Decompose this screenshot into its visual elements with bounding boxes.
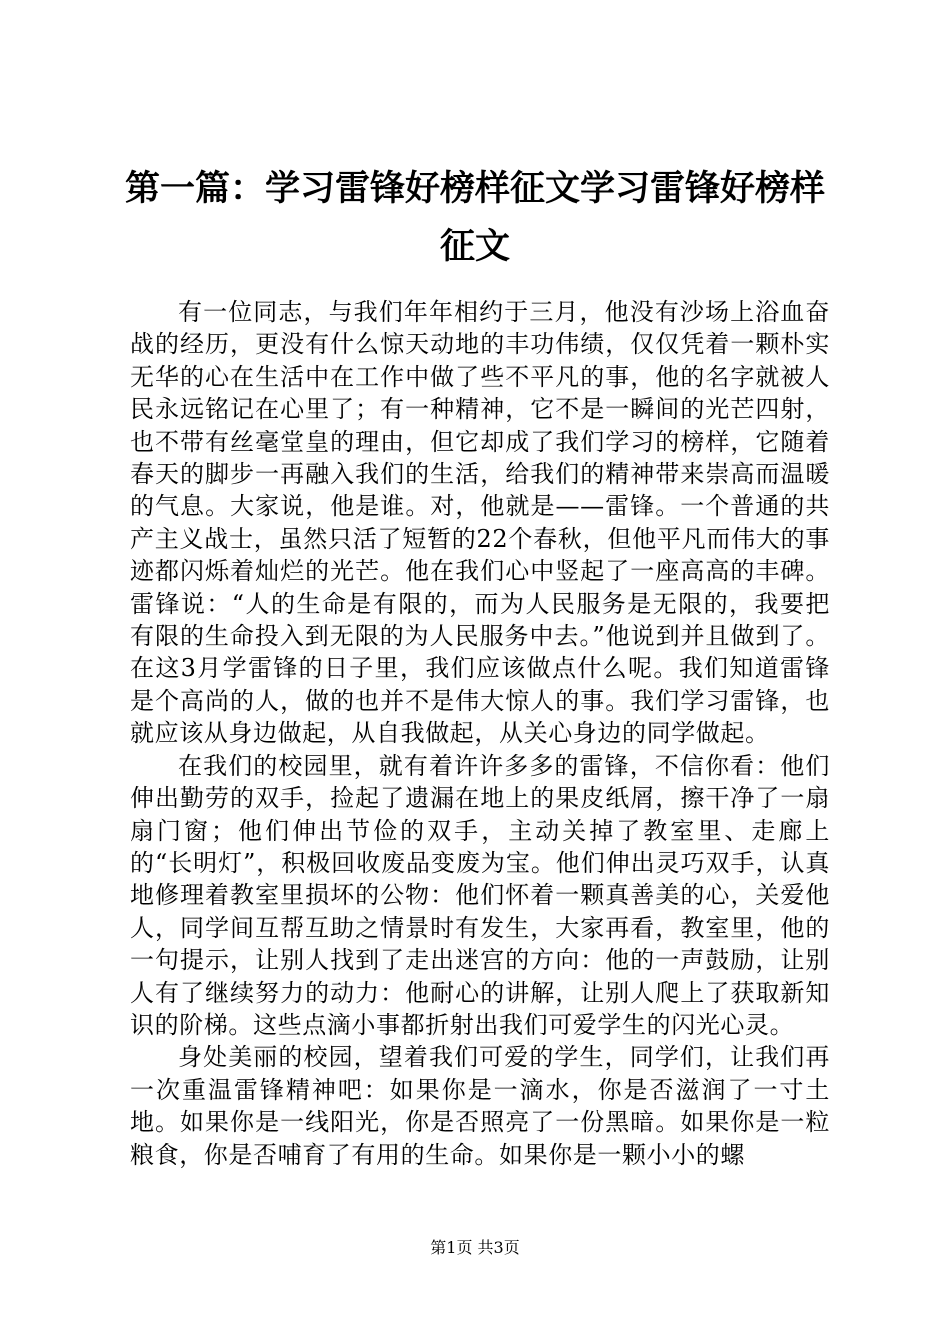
paragraph-1: 有一位同志，与我们年年相约于三月，他没有沙场上浴血奋战的经历，更没有什么惊天动地的丰功伟绩，仅仅凭着一颗朴实无华的心在生活中在工作中做了些不平凡的事，他的名字就被人民永远铭记在心里了；有一种精神，它不是一瞬间的光芒四射，也不带有丝毫堂皇的理由，但它却成了我们学习的榜样，它随着春天的脚步一再融入我们的生活，给我们的精神带来崇高而温暖的气息。大家说，他是谁。对，他就是——雷锋。一个普通的共产主义战士，虽然只活了短暂的22个春秋，但他平凡而伟大的事迹都闪烁着灿烂的光芒。他在我们心中竖起了一座高高的丰碑。雷锋说：“人的生命是有限的，而为人民服务是无限的，我要把有限的生命投入到无限的为人民服务中去。”他说到并且做到了。在这3月学雷锋的日子里，我们应该做点什么呢。我们知道雷锋是个高尚的人，做的也并不是伟大惊人的事。我们学习雷锋，也就应该从身边做起，从自我做起，从关心身边的同学做起。 bbox=[130, 298, 830, 748]
document-title: 第一篇：学习雷锋好榜样征文学习雷锋好榜样征文 bbox=[124, 169, 825, 267]
paragraph-2: 在我们的校园里，就有着许许多多的雷锋，不信你看：他们伸出勤劳的双手，捡起了遗漏在地上的果皮纸屑，擦干净了一扇扇门窗；他们伸出节俭的双手，主动关掉了教室里、走廊上的“长明灯”，积极回收废品变废为宝。他们伸出灵巧双手，认真地修理着教室里损坏的公物：他们怀着一颗真善美的心，关爱他人，同学间互帮互助之情景时有发生，大家再看，教室里，他的一句提示，让别人找到了走出迷宫的方向：他的一声鼓励，让别人有了继续努力的动力：他耐心的讲解，让别人爬上了获取新知识的阶梯。这些点滴小事都折射出我们可爱学生的闪光心灵。 bbox=[130, 751, 830, 1039]
document-body bbox=[130, 296, 830, 1171]
paragraph-3: 身处美丽的校园，望着我们可爱的学生，同学们，让我们再一次重温雷锋精神吧：如果你是一滴水，你是否滋润了一寸土地。如果你是一线阳光，你是否照亮了一份黑暗。如果你是一粒粮食，你是否哺育了有用的生命。如果你是一颗小小的螺 bbox=[130, 1043, 830, 1169]
page-number-footer: 第1页 共3页 bbox=[430, 1238, 520, 1257]
